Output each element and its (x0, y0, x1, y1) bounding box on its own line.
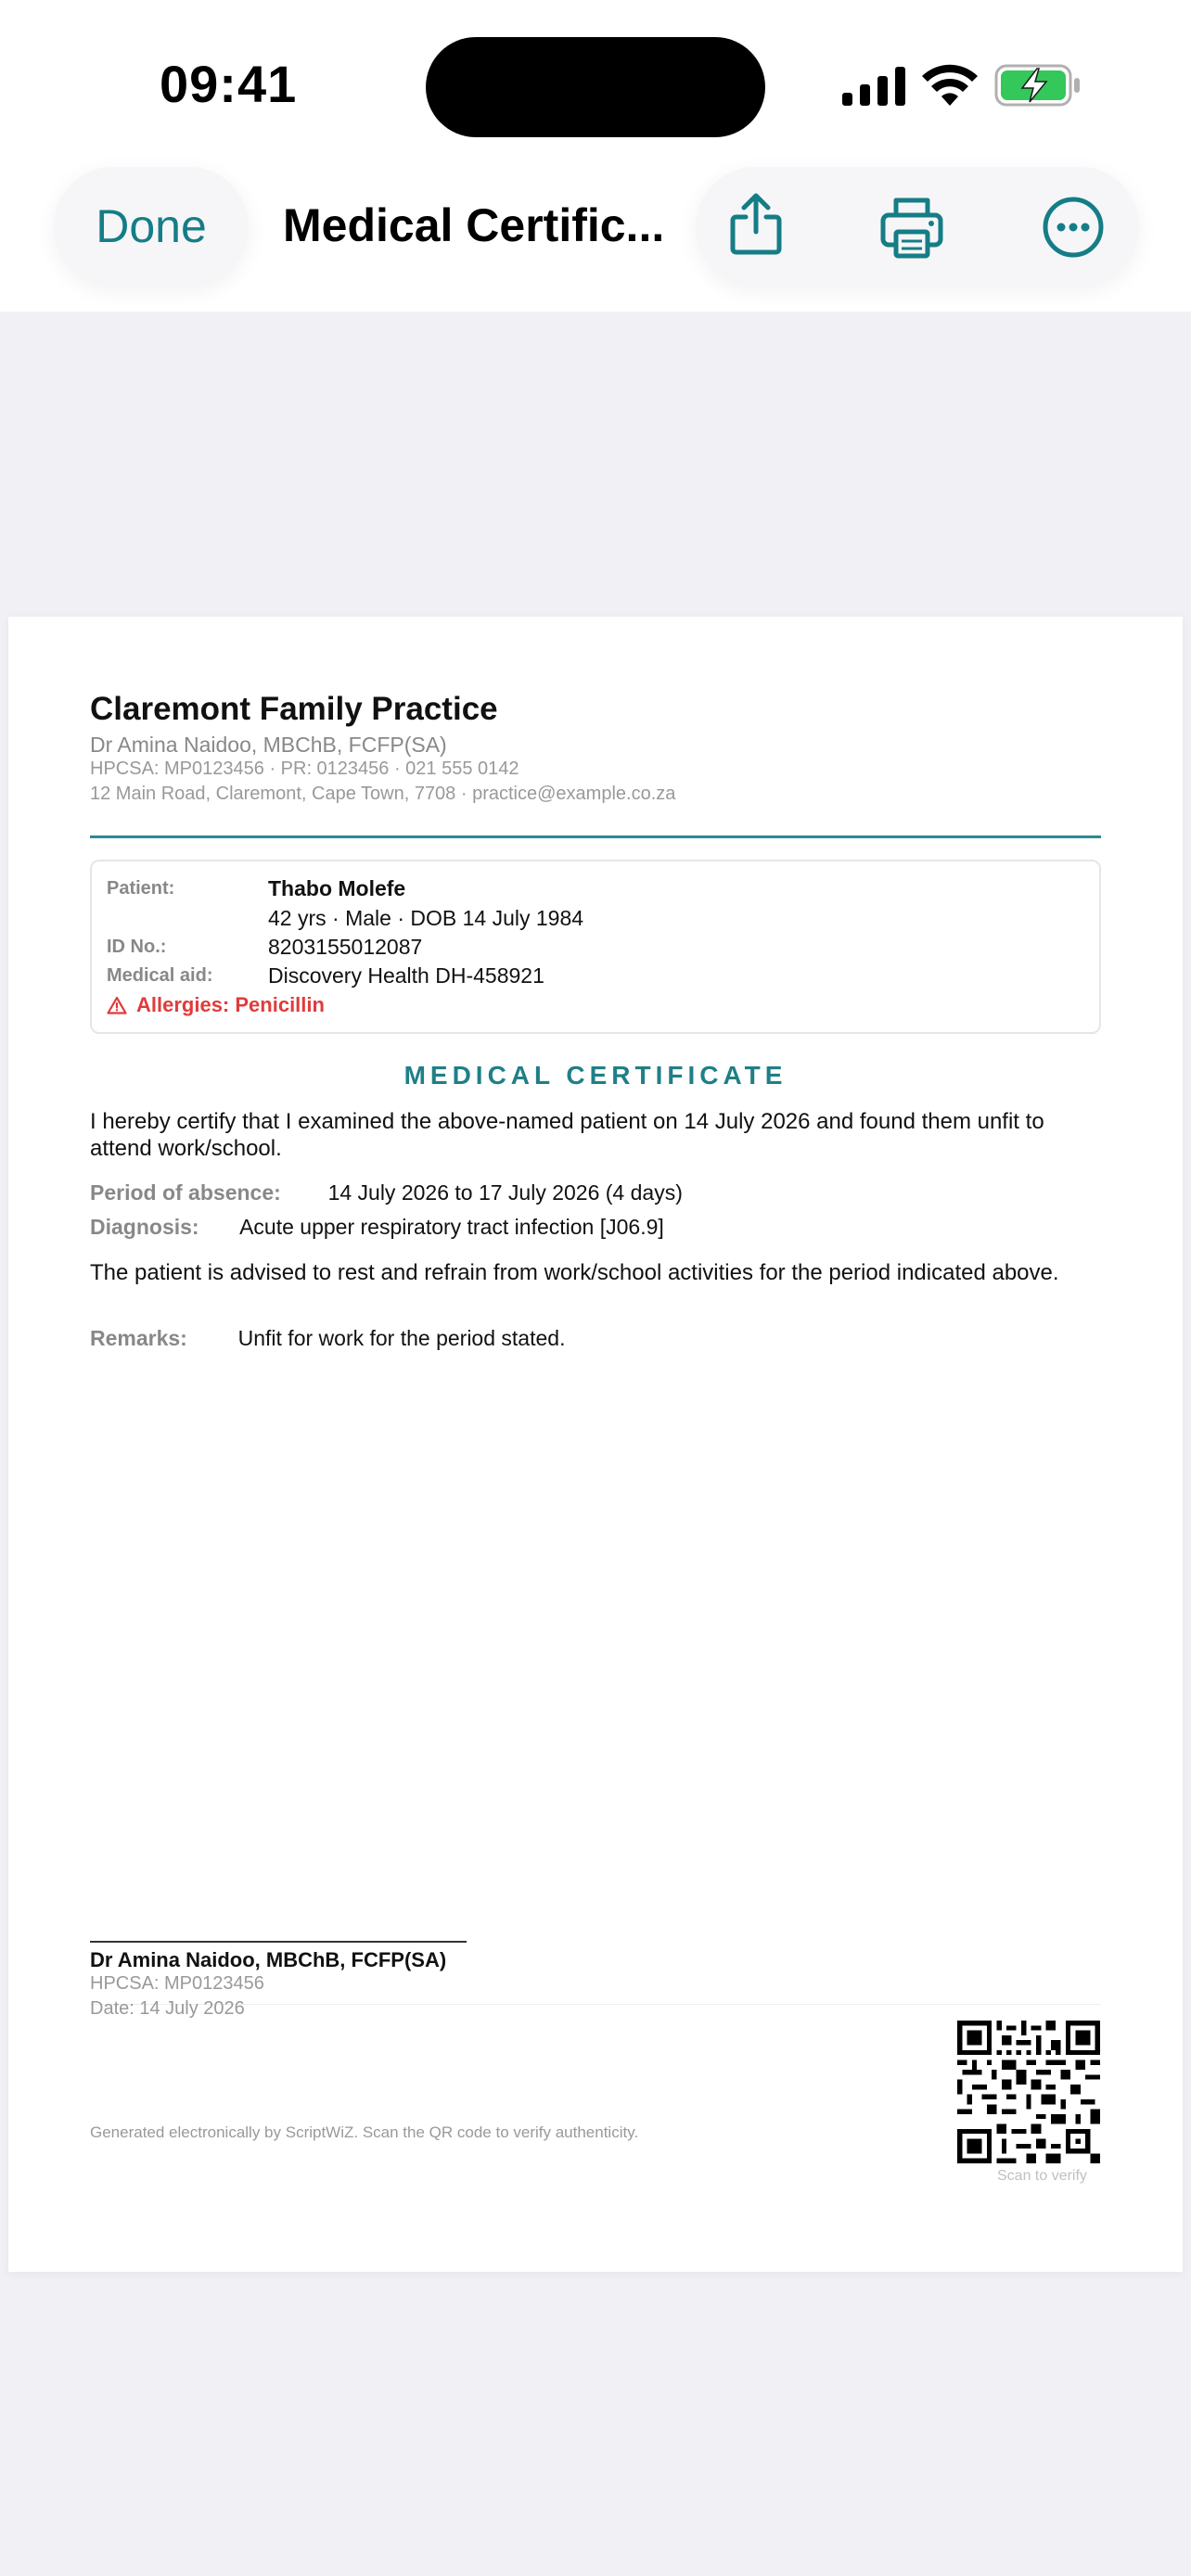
allergy-warning (107, 993, 325, 1017)
done-button[interactable]: Done (54, 167, 249, 286)
header-divider (90, 835, 1101, 838)
toolbar-actions (696, 167, 1139, 286)
patient-details: 42 yrs · Male · DOB 14 July 1984 (268, 906, 584, 930)
practice-registration: HPCSA: MP0123456 · PR: 0123456 · 021 555 0142 (90, 759, 519, 779)
practice-name: Claremont Family Practice (90, 691, 498, 727)
signature-name: Dr Amina Naidoo, MBChB, FCFP(SA) (90, 1948, 447, 1971)
doctor-credentials: Dr Amina Naidoo, MBChB, FCFP(SA) (90, 733, 447, 757)
practice-address: 12 Main Road, Claremont, Cape Town, 7708 · practice@example.co.za (90, 784, 676, 804)
absence-value: 14 July 2026 to 17 July 2026 (4 days) (327, 1180, 683, 1205)
allergy-text: Allergies: Penicillin (136, 993, 325, 1016)
battery-charging-icon (994, 63, 1082, 108)
diagnosis-label: Diagnosis: (90, 1215, 199, 1239)
share-icon[interactable] (724, 191, 788, 256)
footer-note: Generated electronically by ScriptWiZ. Scan the QR code to verify authenticity. (90, 2123, 639, 2141)
signature-hpcsa: HPCSA: MP0123456 (90, 1973, 264, 1994)
patient-label: Patient: (107, 878, 175, 899)
id-label: ID No.: (107, 937, 167, 957)
warning-icon (107, 996, 127, 1014)
remarks-row (90, 1326, 565, 1351)
status-bar (0, 0, 1191, 167)
dynamic-island (426, 37, 765, 137)
qr-caption: Scan to verify (997, 2168, 1087, 2184)
more-icon[interactable] (1041, 195, 1106, 260)
certificate-document (8, 617, 1183, 2272)
rest-advice: The patient is advised to rest and refrain from work/school activities for the period indicated above. (90, 1260, 1059, 1285)
diagnosis-row (90, 1215, 664, 1240)
certification-statement: I hereby certify that I examined the above-named patient on 14 July 2026 and found them unfit to attend work/school. (90, 1109, 1044, 1161)
cellular-signal-icon (842, 67, 905, 106)
certificate-title: MEDICAL CERTIFICATE (403, 1061, 788, 1090)
medical-aid-value: Discovery Health DH-458921 (268, 963, 544, 988)
print-icon[interactable] (879, 195, 944, 260)
qr-code (957, 2021, 1100, 2163)
absence-label: Period of absence: (90, 1180, 281, 1205)
remarks-value: Unfit for work for the period stated. (237, 1326, 566, 1350)
top-bar (0, 0, 1191, 312)
remarks-label: Remarks: (90, 1326, 187, 1350)
signature-date: Date: 14 July 2026 (90, 1998, 245, 2019)
absence-row (90, 1180, 683, 1205)
patient-name: Thabo Molefe (268, 876, 406, 900)
wifi-icon (922, 63, 978, 106)
signature-line (90, 1941, 467, 1943)
diagnosis-value: Acute upper respiratory tract infection [J06.9] (239, 1215, 664, 1239)
page-title: Medical Certific... (283, 199, 665, 251)
id-number: 8203155012087 (268, 935, 423, 959)
patient-info-box (90, 860, 1101, 1034)
status-time: 09:41 (160, 55, 298, 113)
medical-aid-label: Medical aid: (107, 965, 213, 986)
